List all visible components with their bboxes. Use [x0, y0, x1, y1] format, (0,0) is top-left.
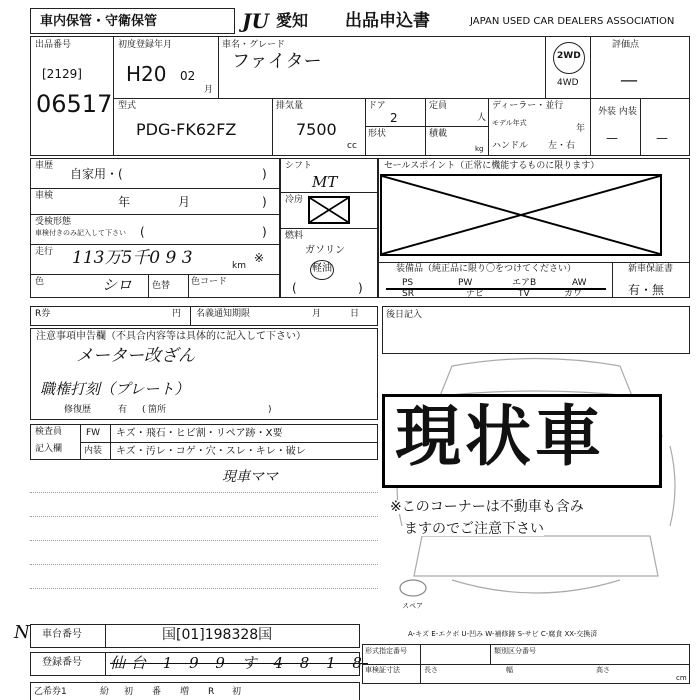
equipment-item-ps: PS	[402, 278, 414, 288]
dim-length: 長さ	[424, 666, 438, 674]
repair-label: 修復歴	[64, 405, 92, 415]
mileage-value: 113万5千0 9 3	[72, 248, 193, 268]
inspector-entry-label: 記入欄	[35, 444, 63, 454]
displacement-unit: cc	[347, 141, 357, 151]
remarks-label: 注意事項申告欄（不具合内容等は具体的に記入して下さい）	[36, 331, 306, 342]
model-year-unit: 年	[576, 124, 586, 134]
dimensions-label: 車検証寸法	[365, 666, 400, 674]
int-items: キズ・汚レ・コゲ・穴・スレ・キレ・破レ	[116, 446, 306, 457]
form-code-label: 形式指定番号	[365, 647, 407, 655]
model-value: PDG-FK62FZ	[136, 120, 237, 139]
cooler-label: 冷房	[285, 195, 304, 205]
bottom-item-5: 増	[180, 687, 190, 697]
shape-label: 形状	[368, 129, 387, 139]
fw-label: FW	[86, 428, 101, 438]
first-reg-label: 初度登録年月	[118, 40, 173, 50]
model-label: 型式	[118, 101, 137, 111]
mileage-unit: km	[232, 261, 246, 271]
notice-month: 月	[312, 309, 322, 319]
equipment-item-aw: AW	[572, 278, 587, 288]
mileage-mark: ※	[254, 251, 265, 265]
chassis-label: 車台番号	[42, 629, 82, 640]
repair-open: (	[142, 405, 146, 415]
fuel-close: )	[358, 281, 363, 295]
fw-items: キズ・飛石・ヒビ割・リペア跡・X要	[116, 428, 283, 439]
first-reg-month-unit: 月	[204, 85, 214, 95]
handwritten-note: 現車ママ	[222, 469, 278, 485]
sales-point-label: セールスポイント（正常に機能するものに限ります）	[384, 161, 600, 171]
displacement-label: 排気量	[276, 101, 304, 111]
handle-label: ハンドル	[492, 141, 529, 151]
receipt-label: 受検形態	[35, 217, 72, 227]
doors-value: 2	[390, 111, 398, 125]
lot-number: 06517	[36, 90, 113, 118]
history-value: 自家用・(	[70, 167, 123, 181]
fuel-open: (	[292, 281, 297, 295]
bottom-item-7: 初	[232, 687, 242, 697]
equipment-item-pw: PW	[458, 278, 473, 288]
stamp-note-line1: ※このコーナーは不動車も含み	[390, 499, 584, 515]
kind-code-label: 類別区分番号	[494, 647, 536, 655]
dim-height: 高さ	[596, 666, 610, 674]
notice-label: 名義通知期限	[196, 309, 251, 319]
new-warranty-options: 有・無	[628, 283, 665, 297]
fuel-label: 燃料	[285, 231, 304, 241]
rating-value: —	[620, 70, 638, 91]
handle-options: 左・右	[548, 141, 576, 151]
damage-legend: A-キズ E-エクボ U-凹み W-補修跡 S-サビ C-腐食 XX-交換済	[408, 630, 598, 638]
repair-value: 有	[118, 405, 128, 415]
fuel-gasoline: ガソリン	[305, 245, 345, 256]
int-label: 内装	[84, 446, 103, 456]
equipment-label: 装備品（純正品に限り〇をつけてください）	[396, 264, 577, 274]
receipt-close: )	[262, 225, 267, 239]
as-is-stamp-title: 現状車	[395, 398, 605, 475]
remarks-line1: メーター改ざん	[76, 346, 195, 366]
spare-label: スペア	[402, 602, 423, 610]
history-close: )	[262, 167, 267, 181]
ju-logo-icon: JU	[242, 9, 269, 33]
notice-day: 日	[350, 309, 360, 319]
stamp-note-line2: ますのでご注意下さい	[404, 521, 544, 537]
form-title: 出品申込書	[345, 11, 430, 31]
ext-int-label: 外装 内装	[598, 107, 637, 117]
storage-label: 車内保管・守衛保管	[40, 14, 158, 29]
first-reg-month: 02	[180, 69, 196, 83]
inspection-label: 車検	[35, 191, 54, 201]
load-unit: kg	[475, 145, 484, 153]
equipment-item-navi: ナビ	[466, 289, 485, 299]
receipt-note: 車検付きのみ記入して下さい	[35, 229, 126, 237]
plate-value: 仙台 1 9 9 す 4 8 1 8	[110, 654, 368, 672]
new-warranty-label: 新車保証書	[628, 264, 674, 274]
after-label: 後日記入	[386, 310, 423, 320]
int-value: —	[656, 131, 668, 145]
bottom-item-1: 乙希券1	[34, 687, 67, 697]
top-grid	[30, 36, 690, 156]
spare-tire-icon	[398, 578, 428, 598]
inspector-label: 検査員	[35, 427, 63, 437]
remarks-line2: 職権打刻（プレート）	[40, 380, 190, 398]
bottom-item-4: 番	[152, 687, 162, 697]
car-name-value: ファイター	[232, 51, 322, 72]
car-name-label: 車名・グレード	[222, 40, 286, 50]
lot-label: 出品番号	[35, 40, 72, 50]
rating-label: 評価点	[612, 40, 640, 50]
plate-label: 登録番号	[42, 657, 82, 668]
displacement-value: 7500	[296, 120, 337, 139]
color-code-label: 色コード	[191, 277, 228, 287]
color-change-label: 色替	[152, 281, 171, 291]
equipment-strike-line	[386, 288, 606, 290]
chassis-value: 国[01]198328国	[162, 627, 273, 643]
brand-name: 愛知	[276, 11, 309, 30]
inspection-year: 年	[118, 195, 131, 209]
mileage-label: 走行	[35, 247, 54, 257]
drive-4wd-label: 4WD	[557, 78, 579, 88]
drive-2wd-label: 2WD	[557, 51, 581, 61]
equipment-item-sr: SR	[402, 289, 414, 299]
margin-mark: N	[14, 622, 30, 643]
after-box	[382, 306, 690, 354]
recycle-unit: 円	[172, 309, 182, 319]
repair-place: 箇所	[148, 405, 167, 415]
fuel-diesel: 軽油	[312, 263, 332, 274]
association-name: JAPAN USED CAR DEALERS ASSOCIATION	[470, 16, 675, 27]
capacity-unit: 人	[477, 113, 487, 123]
bottom-item-6: R	[208, 687, 215, 697]
history-label: 車歴	[35, 161, 54, 171]
first-reg-year: H20	[126, 62, 167, 86]
equipment-item-airbag: エアB	[512, 278, 537, 288]
sales-point-crossed-box	[380, 174, 662, 256]
dim-width: 幅	[506, 666, 513, 674]
color-label: 色	[35, 277, 45, 287]
bottom-row	[30, 682, 360, 700]
bottom-item-3: 初	[124, 687, 134, 697]
capacity-label: 定員	[429, 101, 448, 111]
shift-value: MT	[312, 173, 338, 191]
inspection-close: )	[262, 195, 267, 209]
cooler-crossed-box	[308, 196, 350, 224]
recycle-label: R券	[35, 309, 51, 319]
model-year-label: モデル年式	[492, 119, 527, 127]
color-value: シロ	[102, 276, 133, 294]
ext-value: —	[606, 131, 618, 145]
equipment-item-leather: カワ	[564, 289, 583, 299]
lot-sub: [2129]	[42, 67, 82, 81]
dealer-label: ディーラー・並行	[492, 101, 564, 111]
load-label: 積載	[429, 129, 448, 139]
doors-label: ドア	[368, 101, 386, 111]
receipt-open: (	[140, 225, 145, 239]
equipment-item-tv: TV	[518, 289, 530, 299]
bottom-item-2: 紛	[100, 687, 110, 697]
dim-unit: cm	[676, 674, 687, 682]
repair-close: )	[268, 405, 272, 415]
shift-label: シフト	[285, 161, 313, 171]
inspection-month: 月	[178, 195, 191, 209]
vehicle-info-grid	[30, 158, 280, 298]
